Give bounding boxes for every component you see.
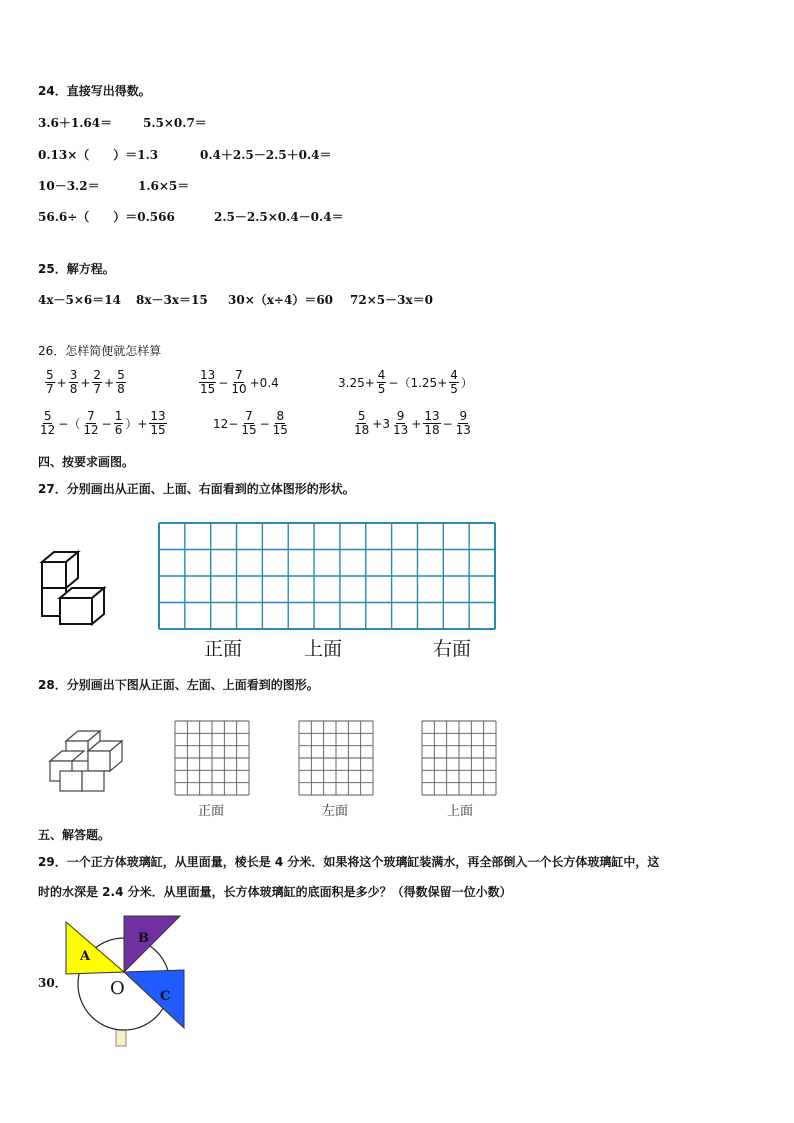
q28-grid-left: [298, 720, 374, 796]
q26-expr3: [337, 369, 474, 396]
q24-row1-right: 5.5×0.7＝: [143, 116, 207, 130]
q28-label-left: 左面: [322, 804, 349, 819]
fraction: 7 12: [83, 409, 99, 437]
operator: −: [442, 416, 453, 431]
q25-eq1: 4x－5×6＝14: [38, 293, 121, 307]
operator: −: [101, 416, 112, 431]
q28-title: 28．分别画出下图从正面、左面、上面看到的图形。: [38, 678, 319, 692]
operator: 12−: [213, 416, 239, 431]
q28-label-top: 上面: [447, 804, 474, 819]
q27-label-right: 右面: [433, 638, 472, 660]
operator: +: [80, 375, 91, 390]
q24-row3-left: 10－3.2＝: [38, 179, 100, 193]
fraction: $\frac{3}{8}$: [69, 368, 78, 396]
q26-expr5: [212, 410, 290, 437]
q26-expr4: [38, 410, 168, 437]
q29-text-line1: 29．一个正方体玻璃缸，从里面量，棱长是 4 分米．如果将这个玻璃缸装满水，再全部倒入一个长方体玻璃缸中，这: [38, 855, 660, 869]
q24-row1-left: 3.6＋1.64＝: [38, 116, 113, 130]
label-o: O: [110, 978, 125, 999]
q24-row4-left: 56.6÷（ ）＝0.566: [38, 210, 175, 224]
fraction: $\frac{13}{18}$: [424, 409, 440, 437]
fraction: $\frac{7}{15}$: [241, 409, 257, 437]
operator: −（1.25+: [388, 376, 448, 390]
q26-expr6: [352, 410, 473, 437]
fraction: 5 12: [40, 409, 56, 437]
q24-row2-left: 0.13×（ ）＝1.3: [38, 148, 159, 162]
q29-text-line2: 时的水深是 2.4 分米．从里面量，长方体玻璃缸的底面积是多少？（得数保留一位小数）: [38, 885, 512, 899]
q24-row2-right: 0.4＋2.5－2.5＋0.4＝: [200, 148, 332, 162]
q28-grid-top: [421, 720, 497, 796]
q27-title: 27．分别画出从正面、上面、右面看到的立体图形的形状。: [38, 482, 355, 496]
label-a: A: [80, 949, 91, 964]
q25-eq2: 8x－3x＝15: [136, 293, 208, 307]
fraction: $\frac{7}{10}$: [231, 368, 247, 396]
q28-grid-front: [174, 720, 250, 796]
q26-title: 26．怎样简便就怎样算: [38, 344, 162, 358]
fraction: $\frac{1}{6}$: [114, 409, 123, 437]
fraction: $\frac{2}{7}$: [93, 368, 102, 396]
operator: ）+: [125, 417, 148, 431]
q28-cube-figure: [44, 727, 134, 791]
q26-expr2: [198, 369, 280, 396]
fraction: 5 7: [46, 368, 54, 396]
q25-eq3: 30×（x÷4）＝60: [228, 293, 334, 307]
fraction: 9 13: [392, 409, 409, 437]
fraction: $\frac{4}{5}$: [450, 368, 458, 396]
q28-label-front: 正面: [198, 804, 225, 819]
operator: +0.4: [249, 375, 279, 390]
fraction: $\frac{9}{13}$: [455, 409, 471, 437]
q25-eq4: 72×5－3x＝0: [350, 293, 433, 307]
fraction: 5 18: [354, 409, 370, 437]
q25-title: 25．解方程。: [38, 262, 115, 276]
operator: −（: [58, 417, 81, 431]
operator: +: [56, 375, 67, 390]
q26-expr1: [44, 369, 127, 396]
operator: −: [218, 375, 229, 390]
section-4-title: 四、按要求画图。: [38, 455, 135, 469]
operator: +: [104, 375, 115, 390]
q24-row4-right: 2.5－2.5×0.4－0.4＝: [214, 210, 344, 224]
q27-label-top: 上面: [304, 638, 343, 660]
operator: −: [259, 416, 270, 431]
q30-number: 30．: [38, 976, 67, 990]
q24-title: 24．直接写出得数。: [38, 84, 151, 98]
q30-pinwheel-figure: [62, 914, 188, 1046]
operator: ）: [460, 376, 473, 390]
operator: +3: [372, 416, 390, 431]
fraction: $\frac{5}{8}$: [117, 368, 125, 396]
q27-label-front: 正面: [204, 638, 243, 660]
q24-row3-right: 1.6×5＝: [138, 179, 190, 193]
operator: 3.25+: [338, 375, 375, 390]
label-c: C: [160, 989, 171, 1004]
operator: +: [411, 416, 422, 431]
fraction: $\frac{4}{5}$: [377, 368, 386, 396]
fraction: $\frac{13}{15}$: [150, 409, 166, 437]
label-b: B: [138, 931, 149, 946]
section-5-title: 五、解答题。: [38, 828, 111, 842]
fraction: 13 15: [200, 368, 216, 396]
fraction: $\frac{8}{15}$: [272, 409, 288, 437]
q27-drawing-grid: [158, 522, 496, 630]
q27-cube-figure: [38, 548, 110, 628]
